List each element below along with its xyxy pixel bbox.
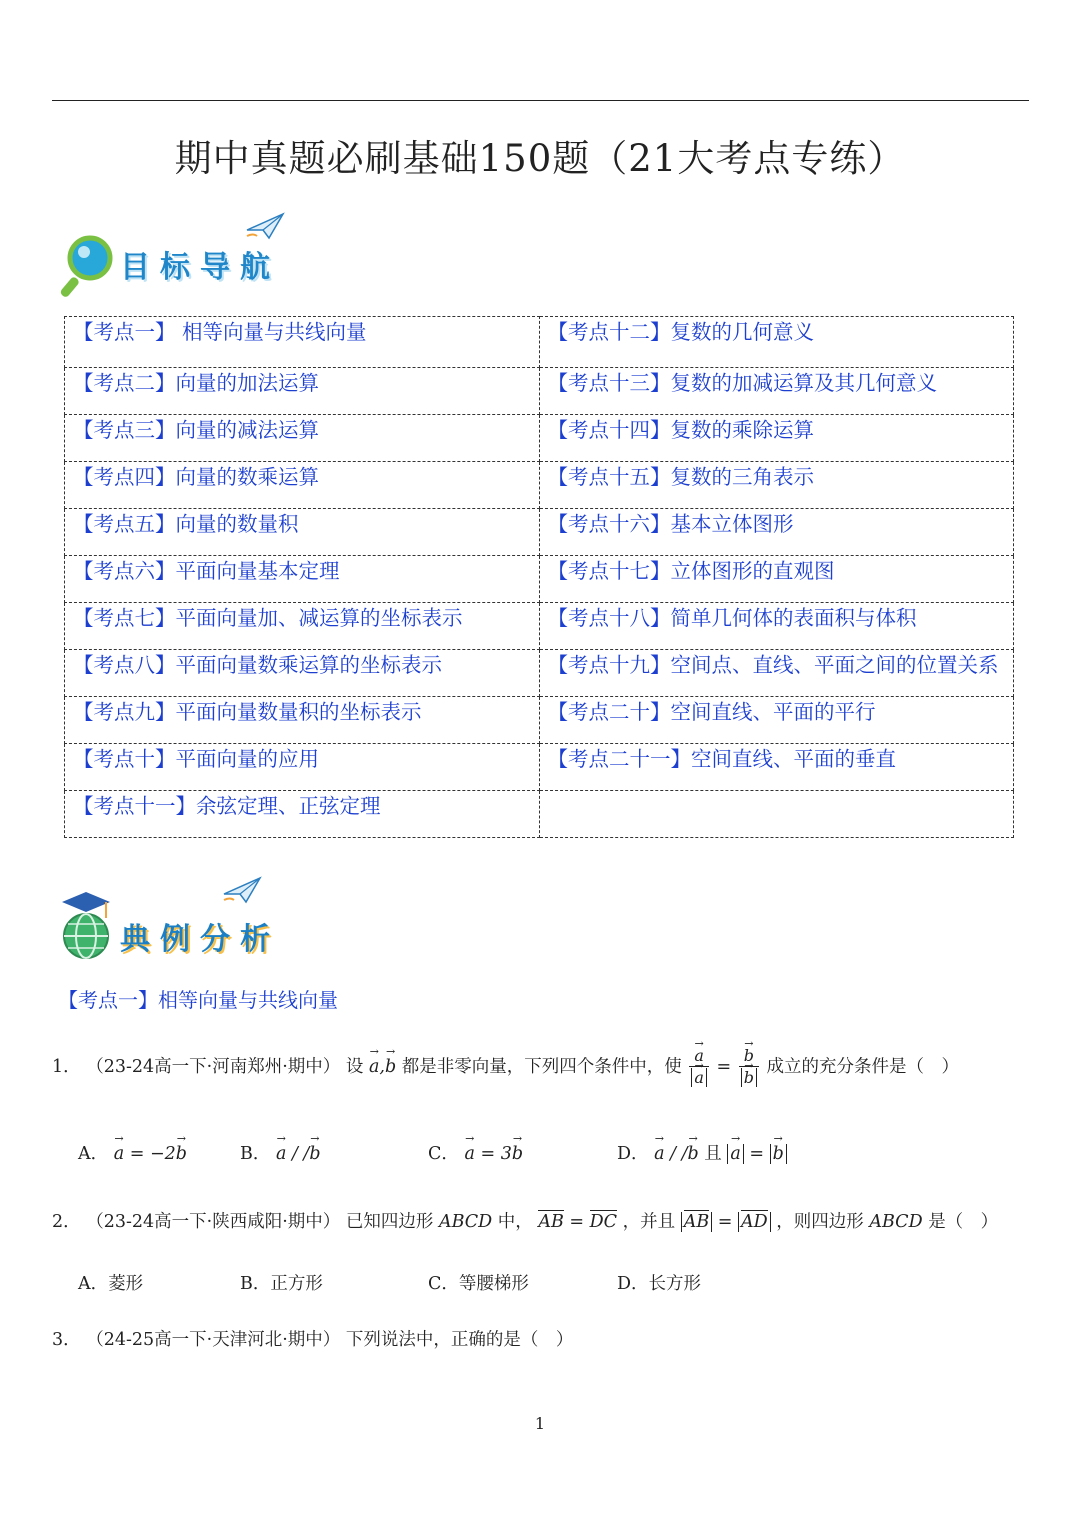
toc-item[interactable]: 【考点二十】空间直线、平面的平行 [539,697,1014,744]
toc-row [65,603,1014,650]
math-abcd: ABCD [869,1212,923,1232]
option-d[interactable] [617,1140,787,1165]
toc-row [65,317,1014,368]
math-expression: → a / /→ b [276,1144,321,1164]
math-expression: → a = 3→ b [464,1144,523,1164]
math-expression: AB = DC [538,1212,618,1232]
math-expression: AB = AD [681,1212,771,1232]
question-source: （23-24高一下·河南郑州·期中） [86,1057,341,1077]
question-3 [52,1326,573,1351]
question-number: 1． [52,1057,81,1077]
math-fraction-b: → b → b [739,1046,759,1089]
question-2 [52,1208,998,1233]
page-number: 1 [534,1414,546,1433]
toc-item[interactable]: 【考点二】向量的加法运算 [65,368,540,415]
question-text: 都是非零向量，下列四个条件中，使 [401,1057,682,1077]
toc-item[interactable]: 【考点六】平面向量基本定理 [65,556,540,603]
toc-item-empty [539,791,1014,838]
toc-item[interactable]: 【考点三】向量的减法运算 [65,415,540,462]
toc-item[interactable]: 【考点八】平面向量数乘运算的坐标表示 [65,650,540,697]
toc-item[interactable]: 【考点十三】复数的加减运算及其几何意义 [539,368,1014,415]
toc-item[interactable]: 【考点二十一】空间直线、平面的垂直 [539,744,1014,791]
toc-item[interactable]: 【考点十六】基本立体图形 [539,509,1014,556]
option-c[interactable]: C．等腰梯形 [428,1274,529,1294]
question-text: ，并且 [622,1212,676,1232]
toc-banner [60,212,380,292]
question-text: 中， [497,1212,533,1232]
option-b[interactable] [240,1140,321,1165]
toc-table [64,316,1014,838]
toc-item[interactable]: 【考点十一】余弦定理、正弦定理 [65,791,540,838]
question-number: 3． [52,1330,81,1350]
option-label: C． [428,1144,459,1164]
question-1 [52,1046,959,1089]
toc-item[interactable]: 【考点十八】简单几何体的表面积与体积 [539,603,1014,650]
question-source: （24-25高一下·天津河北·期中） [86,1330,341,1350]
question-text: ，则四边形 [776,1212,864,1232]
toc-item[interactable]: 【考点五】向量的数量积 [65,509,540,556]
examples-banner-title: 典例分析 [120,922,280,957]
option-b[interactable]: B．正方形 [240,1274,323,1294]
toc-row [65,697,1014,744]
math-expression: → a = → b [727,1144,786,1164]
question-text: 已知四边形 [345,1212,434,1232]
option-label: A． [78,1144,109,1164]
magnifier-icon [60,234,120,304]
option-c[interactable] [428,1140,523,1165]
paper-plane-icon [222,876,262,906]
toc-item[interactable]: 【考点九】平面向量数量积的坐标表示 [65,697,540,744]
math-expression: → a / /→ b [654,1144,699,1164]
toc-row [65,368,1014,415]
math-equals: = [716,1057,732,1077]
examples-banner [60,876,380,956]
toc-item[interactable]: 【考点十五】复数的三角表示 [539,462,1014,509]
math-abcd: ABCD [438,1212,493,1232]
toc-row [65,650,1014,697]
option-label: D． [617,1144,649,1164]
question-text: 成立的充分条件是（ ） [766,1057,960,1077]
toc-item[interactable]: 【考点十二】复数的几何意义 [539,317,1014,368]
question-text: 是（ ） [928,1212,999,1232]
toc-item[interactable]: 【考点四】向量的数乘运算 [65,462,540,509]
toc-row [65,462,1014,509]
toc-row [65,791,1014,838]
toc-row [65,509,1014,556]
math-vectors-ab: → a,→ b [369,1057,396,1077]
math-expression: → a = −2→ b [114,1144,187,1164]
toc-item[interactable]: 【考点七】平面向量加、减运算的坐标表示 [65,603,540,650]
option-text: 且 [704,1144,722,1164]
toc-row [65,556,1014,603]
question-number: 2． [52,1212,81,1232]
paper-plane-icon [245,212,285,242]
toc-banner-title: 目标导航 [120,250,280,285]
section-title: 【考点一】相等向量与共线向量 [58,988,338,1012]
toc-item[interactable]: 【考点十四】复数的乘除运算 [539,415,1014,462]
toc-item[interactable]: 【考点一】 相等向量与共线向量 [65,317,540,368]
toc-row [65,744,1014,791]
question-text: 下列说法中，正确的是（ ） [345,1330,574,1350]
toc-row [65,415,1014,462]
question-source: （23-24高一下·陕西咸阳·期中） [86,1212,341,1232]
option-d[interactable]: D．长方形 [617,1274,702,1294]
option-a[interactable] [78,1140,187,1165]
option-a[interactable]: A．菱形 [78,1274,144,1294]
globe-graduation-icon [56,890,116,976]
document-title: 期中真题必刷基础150题（21大考点专练） [174,137,906,180]
question-text: 设 [345,1057,364,1077]
header-rule [52,100,1029,101]
option-label: B． [240,1144,271,1164]
toc-item[interactable]: 【考点十七】立体图形的直观图 [539,556,1014,603]
math-fraction-a: → a → a [689,1046,709,1089]
toc-item[interactable]: 【考点十】平面向量的应用 [65,744,540,791]
toc-item[interactable]: 【考点十九】空间点、直线、平面之间的位置关系 [539,650,1014,697]
